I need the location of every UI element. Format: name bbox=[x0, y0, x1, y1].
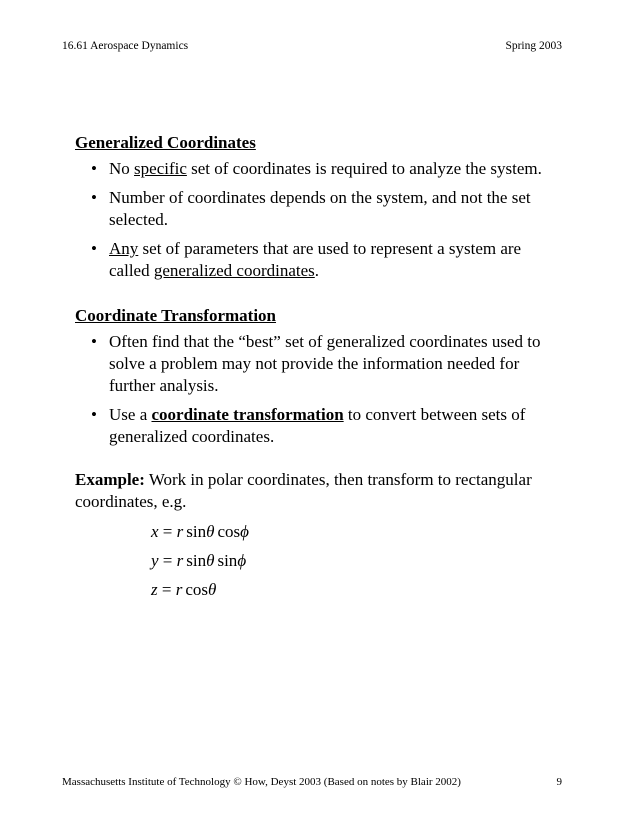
equation-variable: x bbox=[151, 522, 159, 541]
example-paragraph bbox=[75, 469, 555, 513]
section-heading-coordinate-transformation: Coordinate Transformation bbox=[75, 306, 277, 325]
list-item bbox=[75, 158, 555, 180]
equation-z bbox=[151, 575, 555, 604]
text-span: Often find that the “best” set of generalized coordinates used to solve a problem may not provide the information needed for further analysis. bbox=[109, 332, 541, 395]
equation-operator: = bbox=[158, 551, 177, 570]
equation-variable: θ bbox=[208, 580, 217, 599]
equation-function: cos bbox=[217, 522, 241, 541]
text-span: Number of coordinates depends on the system, and not the set selected. bbox=[109, 188, 531, 229]
page-number: 9 bbox=[556, 776, 562, 788]
text-span: set of coordinates is required to analyze the system. bbox=[186, 159, 542, 178]
text-span: to convert between sets of generalized coordinates. bbox=[109, 405, 526, 446]
bullet-glyph: • bbox=[91, 159, 97, 178]
equation-operator: = bbox=[157, 580, 176, 599]
bold-emphasis-text: coordinate transformation bbox=[151, 405, 344, 424]
equation-x bbox=[151, 517, 555, 546]
bullet-list-transformation bbox=[75, 331, 555, 448]
equation-operator: = bbox=[158, 522, 177, 541]
bullet-list-generalized bbox=[75, 158, 555, 282]
equation-function: sin bbox=[217, 551, 238, 570]
section-heading-generalized-coordinates: Generalized Coordinates bbox=[75, 133, 256, 152]
text-span: . bbox=[314, 261, 320, 280]
example-text: Work in polar coordinates, then transform to rectangular coordinates, e.g. bbox=[75, 470, 532, 511]
equation-variable: r bbox=[175, 580, 183, 599]
equation-variable: θ bbox=[206, 551, 215, 570]
example-label: Example: bbox=[75, 470, 145, 489]
equation-function: sin bbox=[186, 522, 207, 541]
header-course: 16.61 Aerospace Dynamics bbox=[62, 40, 189, 52]
text-span: Use a bbox=[109, 405, 152, 424]
equation-variable: z bbox=[151, 580, 158, 599]
equation-variable: ϕ bbox=[240, 522, 249, 541]
equation-variable: r bbox=[176, 551, 184, 570]
page-content bbox=[75, 132, 555, 604]
equation-variable: r bbox=[176, 522, 184, 541]
text-span: set of parameters that are used to represent a system are called bbox=[109, 239, 522, 280]
list-item bbox=[75, 331, 555, 397]
text-span: No bbox=[109, 159, 135, 178]
list-item bbox=[75, 404, 555, 448]
footer-credit: Massachusetts Institute of Technology © How, Deyst 2003 (Based on notes by Blair 2002) bbox=[62, 776, 461, 788]
list-item bbox=[75, 187, 555, 231]
emphasis-text: specific bbox=[134, 159, 187, 178]
equation-function: cos bbox=[185, 580, 209, 599]
equation-block bbox=[75, 517, 555, 604]
header-term: Spring 2003 bbox=[505, 40, 562, 52]
list-item bbox=[75, 238, 555, 282]
emphasis-text: Any bbox=[109, 239, 139, 258]
equation-variable: y bbox=[151, 551, 159, 570]
equation-y bbox=[151, 546, 555, 575]
bullet-glyph: • bbox=[91, 332, 97, 351]
emphasis-text: generalized coordinates bbox=[153, 261, 315, 280]
bullet-glyph: • bbox=[91, 239, 97, 258]
bullet-glyph: • bbox=[91, 188, 97, 207]
bullet-glyph: • bbox=[91, 405, 97, 424]
equation-function: sin bbox=[186, 551, 207, 570]
equation-variable: ϕ bbox=[237, 551, 247, 570]
equation-variable: θ bbox=[206, 522, 215, 541]
